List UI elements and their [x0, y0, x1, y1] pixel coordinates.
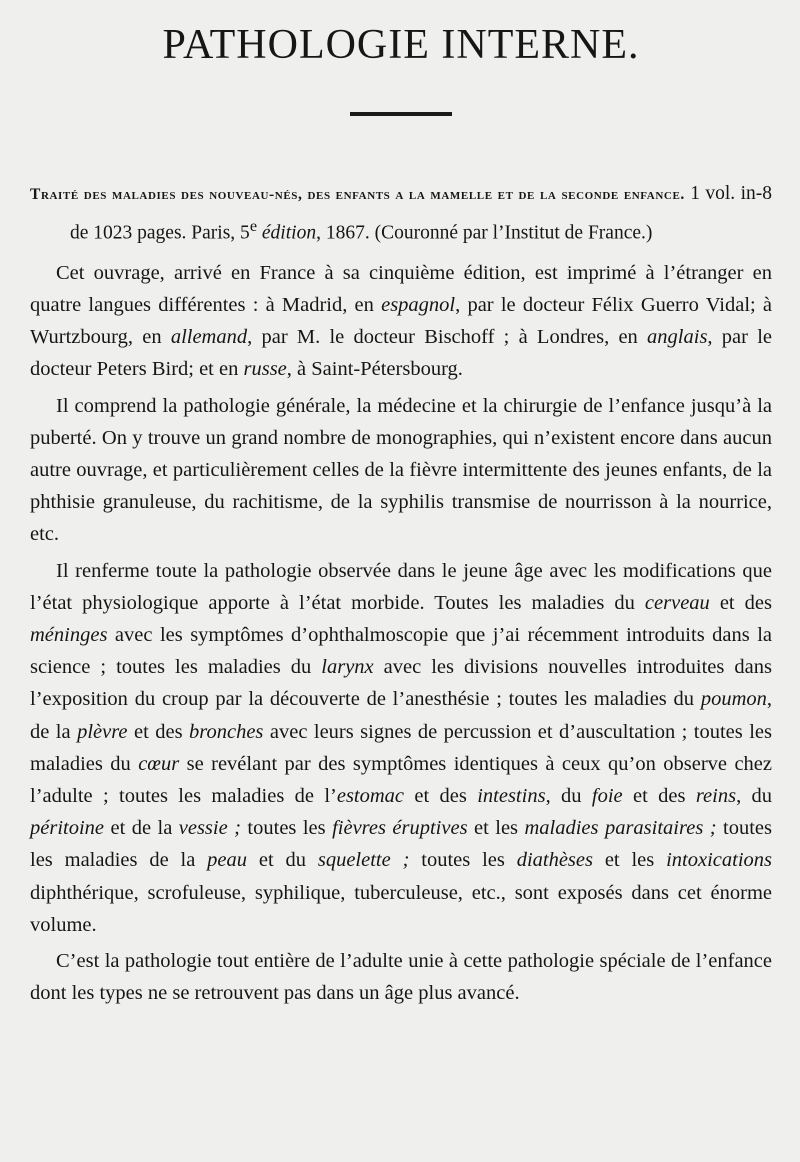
edition-superscript: e [249, 216, 258, 235]
text-run: , à Saint-Pétersbourg. [286, 358, 463, 381]
text-run: et des [709, 591, 772, 614]
italic-term: vessie ; [178, 817, 241, 840]
text-run: Cet ouvrage, arrivé en France à sa cinquième édition, est imprimé à l’étranger en quatre langues différentes : à Madrid, en [30, 261, 772, 316]
italic-term: anglais [647, 326, 708, 349]
italic-term: estomac [336, 784, 405, 807]
italic-term: péritoine [30, 817, 105, 840]
book-award: , 1867. (Couronné par l’Institut de France.) [316, 222, 653, 244]
text-run: Il comprend la pathologie générale, la médecine et la chirurgie de l’enfance jusqu’à la puberté. On y trouve un grand nombre de monographies, qui n’existent encore dans aucun autre ouvrage, et particulièrement celles de la fièvre intermittente des jeunes enfants, de la phthisie granuleuse, du rachitisme, de la syphilis transmise de nourrisson à la nourrice, etc. [30, 394, 772, 546]
text-run: diphthérique, scrofuleuse, syphilique, tuberculeuse, etc., sont exposés dans cet énorme volume. [30, 881, 772, 936]
text-run: avec leurs signes de percussion et d’auscultation ; toutes les maladies du [30, 720, 772, 775]
text-run: avec les divisions nouvelles introduites dans l’exposition du croup par la découverte de l’anesthésie ; toutes les maladies du [30, 656, 772, 711]
text-run: et du [247, 849, 318, 872]
text-run: se revélant par des symptômes identiques à ceux qu’on observe chez l’adulte ; toutes les maladies de l’ [30, 752, 772, 807]
italic-term: reins [695, 784, 737, 807]
italic-term: foie [591, 784, 623, 807]
text-run: Il renferme toute la pathologie observée dans le jeune âge avec les modifications que l’état physiologique apporte à l’état morbide. Toutes les maladies du [30, 559, 772, 614]
text-run: , par le docteur Peters Bird; et en [30, 326, 772, 381]
text-run: , du [736, 784, 773, 807]
text-run: toutes les [409, 849, 517, 872]
text-run: avec les symptômes d’ophthalmoscopie que j’ai récemment introduits dans la science ; toutes les maladies du [30, 623, 772, 679]
italic-term: plèvre [77, 720, 128, 743]
italic-term: larynx [321, 656, 374, 679]
text-run: et des [622, 784, 696, 807]
italic-term: intestins [477, 784, 546, 807]
paragraph-conclusion [30, 945, 772, 1009]
italic-term: méninges [30, 623, 108, 646]
page-title: PATHOLOGIE INTERNE. [162, 22, 640, 68]
italic-term: squelette ; [317, 849, 410, 872]
title-rule [350, 112, 452, 116]
text-run: C’est la pathologie tout entière de l’adulte unie à cette pathologie spéciale de l’enfance dont les types ne se retrouvent pas dans un âge plus avancé. [30, 949, 772, 1005]
text-run: , par le docteur Félix Guerro Vidal; à Wurtzbourg, en [30, 293, 773, 349]
text-run: toutes les [240, 817, 333, 840]
text-run: et de la [104, 817, 179, 840]
paragraph-scope [30, 390, 772, 551]
italic-term: poumon [700, 688, 767, 711]
text-run: et des [127, 720, 190, 743]
italic-term: russe [243, 358, 287, 381]
italic-term: cerveau [644, 591, 710, 614]
book-details: 1 vol. in-8 de 1023 pages. Paris, 5 [70, 183, 772, 244]
text-run: , du [545, 784, 592, 807]
book-entry [30, 178, 772, 249]
italic-term: diathèses [516, 849, 593, 872]
italic-term: fièvres éruptives [332, 817, 468, 840]
italic-term: maladies parasitaires ; [524, 817, 717, 840]
italic-term: intoxications [666, 849, 772, 872]
edition-word: édition [257, 222, 317, 244]
italic-term: allemand [170, 326, 248, 349]
italic-term: cœur [138, 752, 180, 775]
italic-term: bronches [189, 720, 264, 743]
text-run: et les [592, 849, 667, 872]
paragraph-translations [30, 257, 772, 386]
italic-term: peau [207, 849, 248, 872]
text-run: toutes les maladies de la [30, 817, 772, 872]
text-run: , de la [30, 688, 772, 743]
text-run: et les [467, 817, 525, 840]
book-title: Traité des maladies des nouveau-nés, des enfants a la mamelle et de la seconde enfance. [30, 186, 685, 204]
text-run: et des [404, 784, 478, 807]
paragraph-contents [30, 555, 772, 941]
italic-term: espagnol [381, 293, 456, 316]
text-run: , par M. le docteur Bischoff ; à Londres, en [247, 326, 648, 349]
